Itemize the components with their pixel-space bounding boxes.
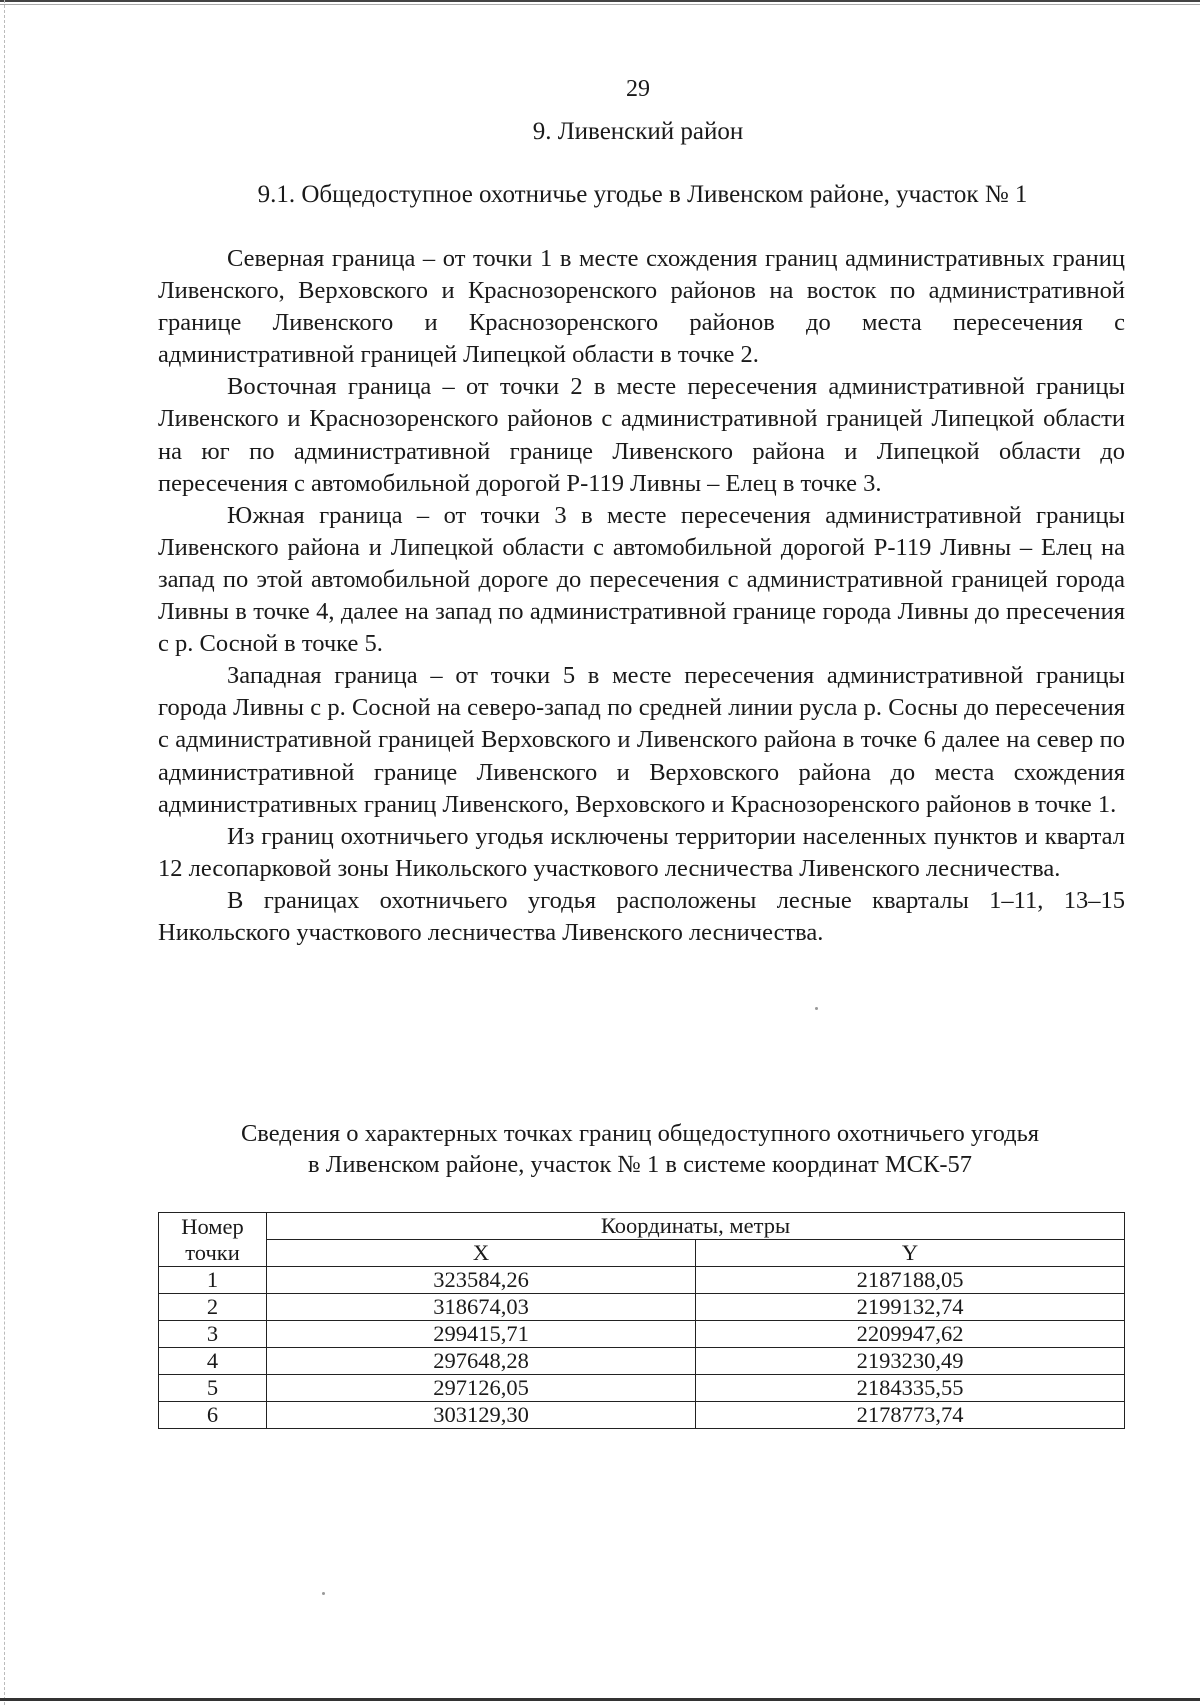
cell-y: 2187188,05 (696, 1267, 1125, 1294)
table-row (159, 1402, 1125, 1429)
scan-top-shadow (0, 4, 1200, 5)
scan-bottom-edge (0, 1698, 1200, 1701)
cell-point-number: 1 (159, 1267, 267, 1294)
coordinates-table (158, 1212, 1125, 1429)
table-header-row (159, 1213, 1125, 1240)
section-title: 9. Ливенский район (532, 118, 744, 145)
header-point-line-2: точки (185, 1239, 240, 1265)
table-caption (120, 1118, 1160, 1180)
scan-top-edge (0, 0, 1200, 2)
table-subheader-row (159, 1240, 1125, 1267)
paragraph-exclusions: Из границ охотничьего угодья исключены территории населенных пунктов и квартал 12 лесопарковой зоны Никольского участкового лесничества Ливенского лесничества. (158, 822, 1125, 882)
cell-x: 323584,26 (267, 1267, 696, 1294)
header-coordinates: Координаты, метры (267, 1213, 1125, 1240)
paragraph-forest-quarters: В границах охотничьего угодья расположены лесные кварталы 1–11, 13–15 Никольского участкового лесничества Ливенского лесничества. (158, 886, 1125, 946)
header-point-line-1: Номер (181, 1213, 244, 1239)
document-body (158, 243, 1125, 949)
scan-speck (815, 1007, 818, 1010)
table-row (159, 1375, 1125, 1402)
scan-left-edge (4, 0, 5, 1705)
header-x: X (267, 1240, 696, 1267)
paragraph-north-border: Северная граница – от точки 1 в месте схождения границ административных границ Ливенского, Верховского и Краснозоренского районов на восток по административной границе Ливенского и Краснозоренского районов до места пересечения с административной границей Липецкой области в точке 2. (158, 245, 1125, 369)
cell-y: 2209947,62 (696, 1321, 1125, 1348)
page-number: 29 (626, 76, 650, 102)
scan-speck (322, 1592, 325, 1595)
paragraph-south-border: Южная граница – от точки 3 в месте пересечения административной границы Ливенского района и Липецкой области с автомобильной дорогой Р-119 Ливны – Елец на запад по этой автомобильной дороге до пересечения с административной границей города Ливны в точке 4, далее на запад по административной границе города Ливны до пресечения с р. Сосной в точке 5. (158, 501, 1125, 658)
paragraph-west-border: Западная граница – от точки 5 в месте пересечения административной границы города Ливны с р. Сосной на северо-запад по средней линии русла р. Сосны до пересечения с административной границей Верховского и Ливенского района в точке 6 далее на север по административной границе Ливенского и Верховского района до места схождения административных границ Ливенского, Верховского и Краснозоренского районов в точке 1. (158, 662, 1125, 818)
table-caption-line-1: Сведения о характерных точках границ общедоступного охотничьего угодья (240, 1120, 1040, 1147)
cell-y: 2193230,49 (696, 1348, 1125, 1375)
cell-point-number: 5 (159, 1375, 267, 1402)
header-y: Y (696, 1240, 1125, 1267)
cell-y: 2178773,74 (696, 1402, 1125, 1429)
table-row (159, 1321, 1125, 1348)
cell-x: 303129,30 (267, 1402, 696, 1429)
header-point-number (159, 1213, 267, 1267)
cell-x: 297648,28 (267, 1348, 696, 1375)
cell-point-number: 2 (159, 1294, 267, 1321)
cell-x: 297126,05 (267, 1375, 696, 1402)
paragraph-east-border: Восточная граница – от точки 2 в месте пересечения административной границы Ливенского и Краснозоренского районов с административной границей Липецкой области на юг по административной границе Ливенского района и Липецкой области до пересечения с автомобильной дорогой Р-119 Ливны – Елец в точке 3. (158, 373, 1125, 497)
cell-x: 318674,03 (267, 1294, 696, 1321)
cell-point-number: 6 (159, 1402, 267, 1429)
table-row (159, 1348, 1125, 1375)
cell-y: 2199132,74 (696, 1294, 1125, 1321)
table-caption-line-2: в Ливенском районе, участок № 1 в системе координат МСК-57 (308, 1151, 972, 1178)
cell-point-number: 3 (159, 1321, 267, 1348)
cell-x: 299415,71 (267, 1321, 696, 1348)
cell-point-number: 4 (159, 1348, 267, 1375)
table-row (159, 1294, 1125, 1321)
cell-y: 2184335,55 (696, 1375, 1125, 1402)
subsection-title: 9.1. Общедоступное охотничье угодье в Ливенском районе, участок № 1 (257, 181, 1028, 208)
table-row (159, 1267, 1125, 1294)
